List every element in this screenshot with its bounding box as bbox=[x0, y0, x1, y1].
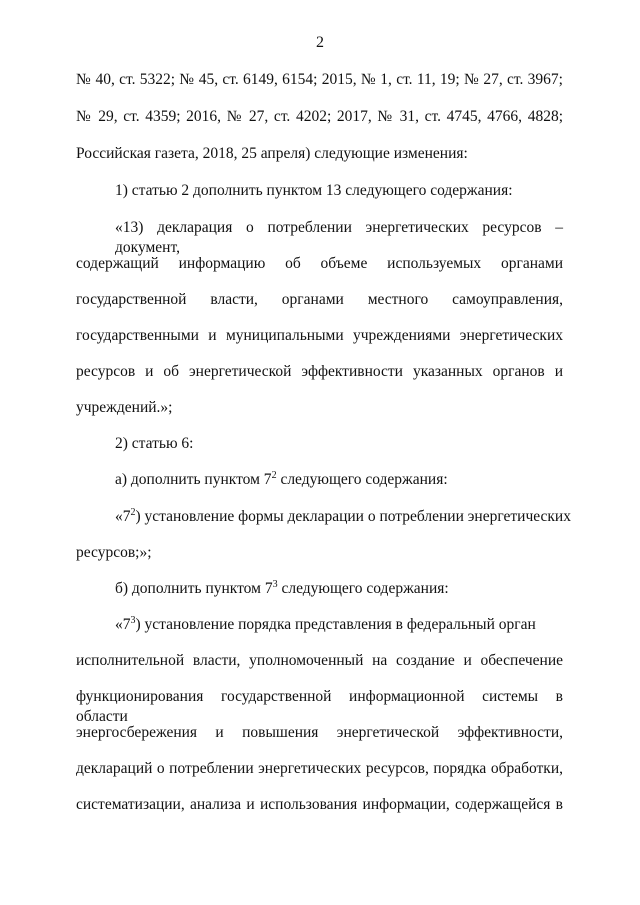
superscript: 2 bbox=[271, 470, 277, 481]
text-fragment: следующего содержания: bbox=[277, 580, 449, 597]
text-fragment: б) дополнить пунктом 7 bbox=[115, 580, 273, 597]
text-fragment: следующего содержания: bbox=[276, 471, 448, 488]
text-line: № 29, ст. 4359; 2016, № 27, ст. 4202; 2017, № 31, ст. 4745, 4766, 4828; bbox=[76, 108, 563, 125]
text-line: систематизации, анализа и использования информации, содержащейся в bbox=[76, 796, 563, 813]
text-fragment: а) дополнить пунктом 7 bbox=[115, 471, 272, 488]
text-line: государственными и муниципальными учреждениями энергетических bbox=[76, 327, 563, 344]
superscript: 2 bbox=[130, 507, 136, 518]
text-fragment: «7 bbox=[115, 616, 131, 633]
text-line bbox=[115, 470, 563, 490]
text-line: государственной власти, органами местного самоуправления, bbox=[76, 291, 563, 308]
text-line: ресурсов и об энергетической эффективности указанных органов и bbox=[76, 363, 563, 380]
text-line: учреждений.»; bbox=[76, 399, 173, 416]
superscript: 3 bbox=[130, 615, 136, 626]
text-line: содержащий информацию об объеме используемых органами bbox=[76, 255, 563, 272]
text-fragment: «7 bbox=[115, 508, 131, 525]
text-line: «13) декларация о потреблении энергетических ресурсов – документ, bbox=[115, 219, 563, 256]
text-line: функционирования государственной информационной системы в области bbox=[76, 688, 563, 725]
text-line: Российская газета, 2018, 25 апреля) следующие изменения: bbox=[76, 145, 468, 162]
text-line: ресурсов;»; bbox=[76, 544, 152, 561]
text-line: № 40, ст. 5322; № 45, ст. 6149, 6154; 2015, № 1, ст. 11, 19; № 27, ст. 3967; bbox=[76, 71, 563, 88]
text-line: энергосбережения и повышения энергетической эффективности, bbox=[76, 724, 563, 741]
text-line: деклараций о потреблении энергетических ресурсов, порядка обработки, bbox=[76, 760, 563, 777]
text-fragment: ) установление формы декларации о потреблении энергетических bbox=[135, 508, 571, 525]
superscript: 3 bbox=[272, 579, 278, 590]
page-number: 2 bbox=[316, 34, 324, 51]
text-line bbox=[115, 579, 563, 599]
text-line bbox=[115, 507, 571, 527]
text-line: исполнительной власти, уполномоченный на создание и обеспечение bbox=[76, 652, 563, 669]
text-line: 1) статью 2 дополнить пунктом 13 следующего содержания: bbox=[115, 182, 513, 199]
text-line bbox=[115, 615, 563, 635]
text-line: 2) статью 6: bbox=[115, 435, 194, 452]
text-fragment: ) установление порядка представления в федеральный орган bbox=[135, 616, 536, 633]
